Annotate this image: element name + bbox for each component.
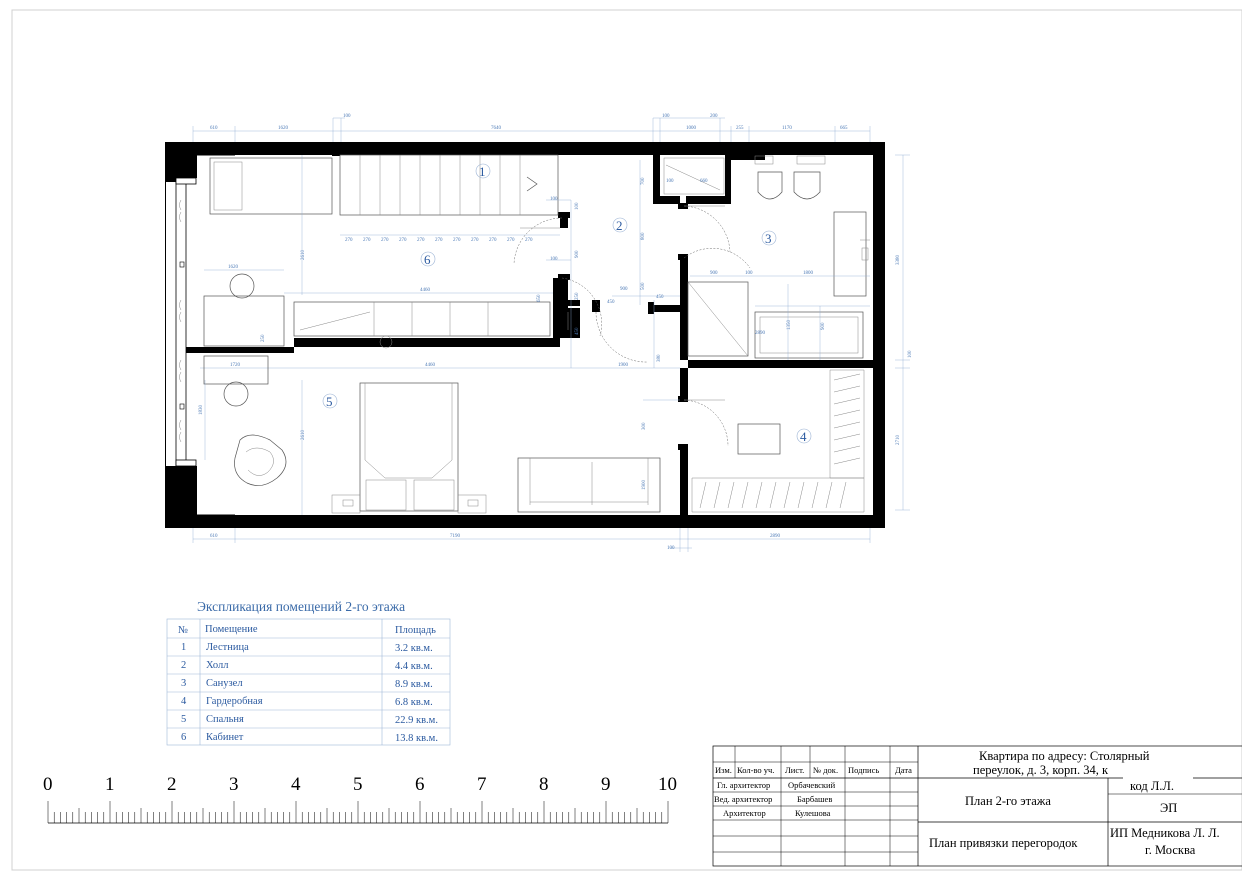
dim-inner-900d: 900: [821, 322, 826, 330]
dim-inner-1350: 1350: [787, 320, 792, 330]
dim-inner-450c: 450: [656, 295, 664, 300]
scale-ruler: [43, 774, 677, 823]
explication-row-5-name: Спальня: [206, 714, 244, 725]
ruler-label-6: 6: [415, 774, 425, 795]
dim-bottom-4: 100: [667, 546, 675, 551]
dim-inner-800: 800: [641, 232, 646, 240]
stamp-code: ЭП: [1160, 801, 1178, 815]
ruler-label-7: 7: [477, 774, 487, 795]
dim-inner-250b: 250: [261, 334, 266, 342]
explication-row-4-name: Гардеробная: [206, 696, 263, 707]
stair-step-1: 270: [345, 238, 353, 243]
dim-inner-100c: 100: [550, 197, 558, 202]
dim-top-2: 1620: [278, 126, 288, 131]
room-number-4: 4: [800, 429, 807, 444]
dim-inner-300: 300: [642, 422, 647, 430]
stamp-company: ИП Медникова Л. Л.: [1110, 826, 1220, 840]
dim-top-8: 255: [736, 126, 744, 131]
dim-inner-1900: 1900: [618, 363, 628, 368]
dimension-lines-top: [193, 114, 870, 145]
ruler-label-10: 10: [658, 774, 677, 795]
dim-inner-100d: 100: [550, 257, 558, 262]
dim-inner-1830: 1830: [199, 405, 204, 415]
stair-step-3: 270: [381, 238, 389, 243]
stamp-header-sign: Подпись: [848, 765, 880, 775]
dimension-lines-right: [895, 155, 913, 510]
bedroom-furniture: [199, 356, 680, 515]
explication-row-5-number: 5: [181, 714, 187, 725]
stamp-header-doc: № док.: [813, 765, 839, 775]
ruler-label-2: 2: [167, 774, 177, 795]
explication-row-3-area: 8.9 кв.м.: [395, 679, 433, 690]
stair-step-10: 270: [507, 238, 515, 243]
stamp-role-2: Вед. архитектор: [714, 794, 773, 804]
dim-bottom-1: 610: [210, 534, 218, 539]
stamp-name-3: Кулешова: [795, 808, 831, 818]
stamp-header-kolvo: Кол-во уч.: [737, 765, 775, 775]
stamp-role-3: Архитектор: [723, 808, 766, 818]
bathroom-fixtures: [688, 156, 870, 360]
stamp-city: г. Москва: [1145, 843, 1196, 857]
ruler-label-3: 3: [229, 774, 239, 795]
dim-top-9: 1170: [782, 126, 792, 131]
dim-inner-900b: 900: [620, 287, 628, 292]
dim-inner-250a: 250: [575, 292, 580, 300]
room-number-3: 3: [765, 231, 772, 246]
dim-inner-1900v: 380: [657, 354, 662, 362]
explication-header-area: Площадь: [395, 625, 436, 636]
explication-row-2-area: 4.4 кв.м.: [395, 661, 433, 672]
dim-top-7: 200: [710, 114, 718, 119]
dim-inner-4460b: 4460: [425, 363, 435, 368]
floor-plan: [165, 114, 913, 552]
dim-inner-450b: 450: [607, 300, 615, 305]
stair-step-5: 270: [417, 238, 425, 243]
dim-inner-750: 500: [641, 282, 646, 290]
dim-right-2: 2710: [896, 435, 901, 445]
stair-step-6: 270: [435, 238, 443, 243]
dim-inner-450a: 450: [575, 327, 580, 335]
room-number-6: 6: [424, 252, 431, 267]
dim-top-1: 610: [210, 126, 218, 131]
explication-header-number: №: [178, 625, 189, 636]
stamp-name-1: Орбачевский: [788, 780, 836, 790]
dim-bottom-3: 2890: [770, 534, 780, 539]
ruler-label-4: 4: [291, 774, 301, 795]
stair-step-9: 270: [489, 238, 497, 243]
stair-step-4: 270: [399, 238, 407, 243]
dimension-lines-bottom: [193, 528, 870, 552]
dim-inner-1800: 1800: [803, 271, 813, 276]
dim-inner-660: 660: [700, 179, 708, 184]
stamp-role-1: Гл. архитектор: [717, 780, 771, 790]
doors: [514, 206, 750, 446]
dim-top-10: 665: [840, 126, 848, 131]
dim-top-5: 100: [662, 114, 670, 119]
explication-row-5-area: 22.9 кв.м.: [395, 715, 438, 726]
dim-right-3: 100: [908, 350, 913, 358]
stamp-header-izm: Изм.: [715, 765, 732, 775]
dim-inner-100b: 100: [575, 202, 580, 210]
stair-step-8: 270: [471, 238, 479, 243]
explication-row-6-area: 13.8 кв.м.: [395, 733, 438, 744]
wardrobe-fixtures: [692, 370, 864, 512]
outer-walls: [165, 142, 885, 528]
dim-inner-100e: 100: [745, 271, 753, 276]
dim-right-1: 3380: [896, 255, 901, 265]
dim-inner-2610b: 2610: [301, 430, 306, 440]
stamp-header-date: Дата: [895, 765, 912, 775]
explication-row-2-name: Холл: [206, 660, 229, 671]
explication-row-1-name: Лестница: [206, 642, 249, 653]
stamp-name-2: Барбашев: [797, 794, 833, 804]
stamp-drawing-title: План привязки перегородок: [929, 836, 1078, 850]
explication-row-4-number: 4: [181, 696, 187, 707]
dim-inner-4460a: 4460: [420, 288, 430, 293]
explication-row-4-area: 6.8 кв.м.: [395, 697, 433, 708]
ruler-label-5: 5: [353, 774, 363, 795]
dim-top-4: 7640: [491, 126, 501, 131]
sheet-border: [12, 10, 1242, 870]
room-number-1: 1: [479, 164, 486, 179]
stamp-header-list: Лист.: [785, 765, 805, 775]
dim-top-3: 100: [343, 114, 351, 119]
ruler-label-9: 9: [601, 774, 611, 795]
dim-inner-100a: 100: [666, 179, 674, 184]
ruler-label-1: 1: [105, 774, 115, 795]
dim-inner-650: 650: [537, 294, 542, 302]
explication-row-6-number: 6: [181, 732, 187, 743]
dim-inner-1720: 1720: [230, 363, 240, 368]
stamp-code-top: код Л.Л.: [1130, 779, 1175, 793]
room-number-5: 5: [326, 394, 333, 409]
title-block: [713, 746, 1242, 866]
explication-table: [167, 599, 450, 745]
dim-inner-900a: 900: [575, 250, 580, 258]
cabinet-furniture: [204, 155, 553, 348]
dim-inner-2890: 2890: [755, 331, 765, 336]
ruler-label-8: 8: [539, 774, 549, 795]
explication-row-1-area: 3.2 кв.м.: [395, 643, 433, 654]
explication-header-room: Помещение: [205, 624, 258, 635]
stair-step-2: 270: [363, 238, 371, 243]
explication-row-1-number: 1: [181, 642, 187, 653]
dim-inner-1070: 1900: [642, 480, 647, 490]
dim-inner-700: 700: [641, 177, 646, 185]
dim-inner-2610a: 2610: [301, 250, 306, 260]
explication-row-6-name: Кабинет: [206, 732, 244, 743]
explication-row-2-number: 2: [181, 660, 187, 671]
ruler-label-0: 0: [43, 774, 53, 795]
dim-inner-1620: 1620: [228, 265, 238, 270]
stamp-address-line-2: переулок, д. 3, корп. 34, к: [973, 763, 1109, 777]
stair-step-7: 270: [453, 238, 461, 243]
room-number-2: 2: [616, 218, 623, 233]
stamp-address-line-1: Квартира по адресу: Столярный: [979, 749, 1150, 763]
dim-bottom-2: 7190: [450, 534, 460, 539]
dim-top-6: 1000: [686, 126, 696, 131]
interior-partitions: [186, 150, 873, 515]
explication-row-3-number: 3: [181, 678, 187, 689]
stair-step-11: 270: [525, 238, 533, 243]
stamp-sheet-title: План 2-го этажа: [965, 794, 1051, 808]
explication-title: Экспликация помещений 2-го этажа: [197, 599, 406, 614]
dim-inner-900c: 900: [710, 271, 718, 276]
explication-row-3-name: Санузел: [206, 678, 243, 689]
staircase: [340, 155, 560, 243]
